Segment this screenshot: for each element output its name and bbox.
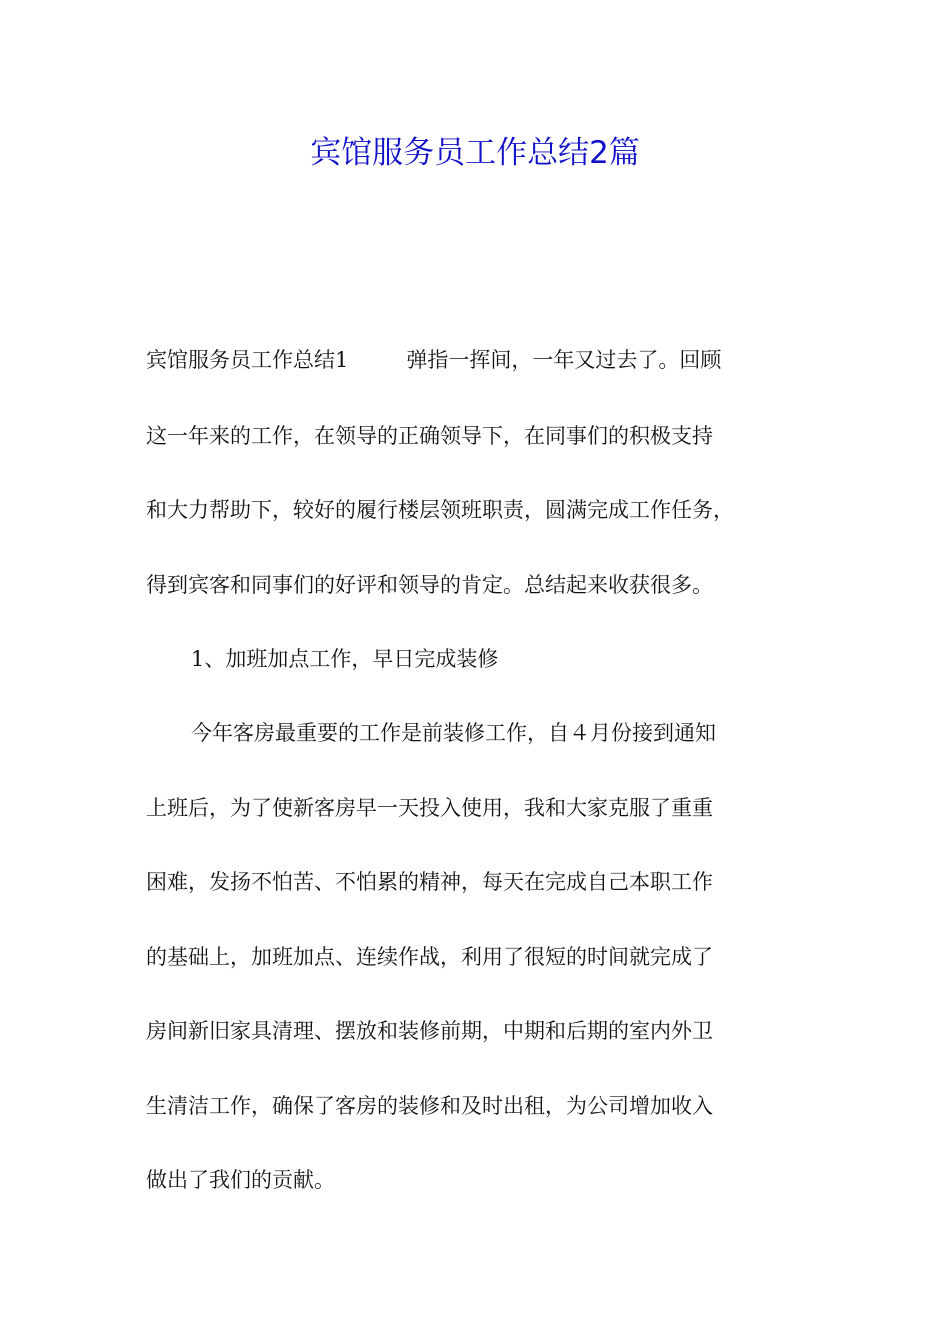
paragraph-line-9: 的基础上，加班加点、连续作战，利用了很短的时间就完成了 (146, 945, 713, 969)
paragraph-line-6: 今年客房最重要的工作是前装修工作，自４月份接到通知 (191, 721, 716, 745)
paragraph-line-7: 上班后，为了使新客房早一天投入使用，我和大家克服了重重 (146, 796, 713, 820)
paragraph-line-8: 困难，发扬不怕苦、不怕累的精神，每天在完成自己本职工作 (146, 870, 713, 894)
paragraph-line-10: 房间新旧家具清理、摆放和装修前期，中期和后期的室内外卫 (146, 1019, 713, 1043)
paragraph-line-3: 和大力帮助下，较好的履行楼层领班职责，圆满完成工作任务， (146, 498, 734, 522)
paragraph-text: 弹指一挥间，一年又过去了。回顾 (406, 348, 722, 372)
paragraph-line-4: 得到宾客和同事们的好评和领导的肯定。总结起来收获很多。 (146, 573, 713, 597)
paragraph-line-12: 做出了我们的贡献。 (146, 1168, 335, 1192)
paragraph-line-1 (146, 345, 721, 375)
section-heading-1: 宾馆服务员工作总结1 (146, 348, 349, 372)
document-title: 宾馆服务员工作总结2篇 (310, 135, 640, 171)
paragraph-line-11: 生清洁工作，确保了客房的装修和及时出租，为公司增加收入 (146, 1094, 713, 1118)
paragraph-line-2: 这一年来的工作，在领导的正确领导下，在同事们的积极支持 (146, 424, 713, 448)
subheading-1: 1、加班加点工作，早日完成装修 (191, 647, 499, 671)
